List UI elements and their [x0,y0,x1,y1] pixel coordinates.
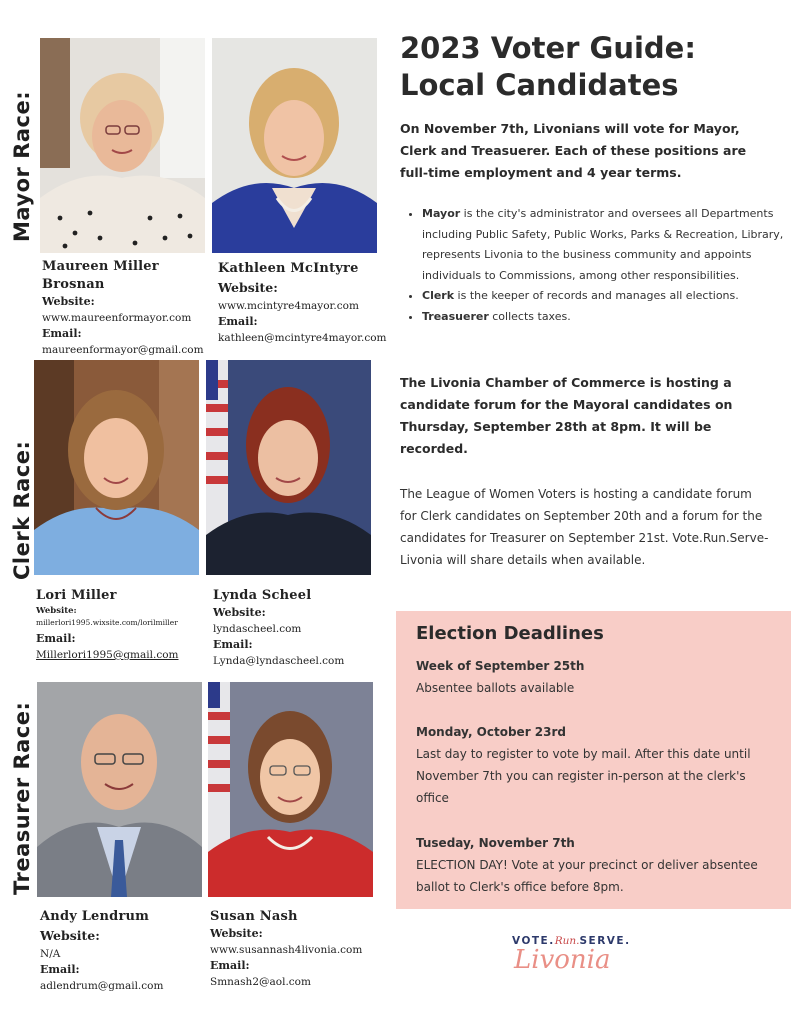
logo-vote: VOTE. [512,935,555,947]
candidate-name: Kathleen McIntyre [218,261,359,276]
candidate-name: Susan Nash [210,909,298,924]
candidate-name: Lynda Scheel [213,588,312,603]
email-link[interactable]: maureenformayor@gmail.com [42,344,204,356]
intro-text: On November 7th, Livonians will vote for Mayor, Clerk and Treasuerer. Each of these positions are full-time employment and 4 year terms. [400,121,747,180]
email-label: Email: [213,638,253,651]
email-link[interactable]: Millerlori1995@gmail.com [36,649,179,661]
website-label: Website: [210,927,263,940]
candidate-name: Maureen Miller Brosnan [42,259,159,292]
website-link[interactable]: millerlori1995.wixsite.com/lorilmiller [36,618,178,627]
logo-serve: SERVE. [579,935,631,947]
nash-info [210,908,385,990]
lwv-forum-text: The League of Women Voters is hosting a candidate forum for Clerk candidates on September 20th and a forum for the candidates for Treasurer on September 21st. Vote.Run.Serve-Livonia will share details when available. [400,487,769,567]
deadline-item [416,655,776,699]
role-desc: collects taxes. [488,309,571,323]
deadline-text: Absentee ballots available [416,681,575,695]
scheel-photo [206,360,371,575]
role-item-treasurer [422,307,791,328]
mcintyre-info [218,260,388,346]
email-link[interactable]: Lynda@lyndascheel.com [213,655,345,667]
website-label: Website: [42,295,95,308]
vote-run-serve-logo [512,935,631,995]
role-term: Mayor [422,207,461,220]
clerk-race-label: Clerk Race: [10,440,34,580]
website-value: N/A [40,948,61,960]
logo-city: Livonia [514,945,611,975]
website-link[interactable]: lyndascheel.com [213,623,302,635]
website-label: Website: [218,280,278,295]
deadline-item [416,721,776,809]
miller-photo [34,360,199,575]
email-label: Email: [218,315,258,328]
email-label: Email: [36,632,76,645]
title-line-1: 2023 Voter Guide: [400,31,696,65]
deadline-text: Last day to register to vote by mail. After this date until November 7th you can register in-person at the clerk's office [416,747,751,805]
miller-info [36,587,206,663]
email-link[interactable]: kathleen@mcintyre4mayor.com [218,332,387,344]
website-link[interactable]: www.maureenformayor.com [42,312,192,324]
role-term: Treasuerer [422,309,489,323]
email-label: Email: [42,327,82,340]
scheel-info [213,587,383,669]
email-label: Email: [40,963,80,976]
deadline-text: ELECTION DAY! Vote at your precinct or deliver absentee ballot to Clerk's office before 8pm. [416,858,758,894]
roles-list [400,204,791,327]
mcintyre-photo [212,38,377,253]
role-term: Clerk [422,289,455,302]
title-line-2: Local Candidates [400,68,679,102]
brosnan-info [42,258,212,358]
deadline-heading: Week of September 25th [416,659,585,673]
email-link[interactable]: Smnash2@aol.com [210,976,311,988]
deadline-heading: Monday, October 23rd [416,725,566,739]
lendrum-photo [37,682,202,897]
lendrum-info [40,908,210,994]
mayor-race-label: Mayor Race: [10,90,34,242]
nash-photo [208,682,373,897]
chamber-forum-text: The Livonia Chamber of Commerce is hosting a candidate forum for the Mayoral candidates on Thursday, September 28th at 8pm. It will be recorded. [400,375,733,456]
role-desc: is the keeper of records and manages all elections. [454,289,739,302]
website-link[interactable]: www.susannash4livonia.com [210,944,363,956]
email-link[interactable]: adlendrum@gmail.com [40,980,164,992]
candidate-name: Andy Lendrum [40,909,150,924]
page-title [400,30,770,104]
logo-run: Run. [554,935,580,947]
candidate-name: Lori Miller [36,588,117,603]
role-item-clerk [422,286,791,307]
website-label: Website: [36,606,77,616]
brosnan-photo [40,38,205,253]
election-deadlines-panel [396,611,791,909]
website-link[interactable]: www.mcintyre4mayor.com [218,300,359,312]
website-label: Website: [40,928,100,943]
deadline-heading: Tuseday, November 7th [416,836,575,850]
deadline-item [416,832,776,898]
email-label: Email: [210,959,250,972]
role-item-mayor [422,204,791,286]
role-desc: is the city's administrator and oversees all Departments including Public Safety, Public Works, Parks & Recreation, Library, represents Livonia to the business community and appoints individuals to Commissions, among other responsibilities. [422,207,784,282]
treasurer-race-label: Treasurer Race: [10,701,34,895]
website-label: Website: [213,606,266,619]
deadlines-title: Election Deadlines [416,623,604,644]
